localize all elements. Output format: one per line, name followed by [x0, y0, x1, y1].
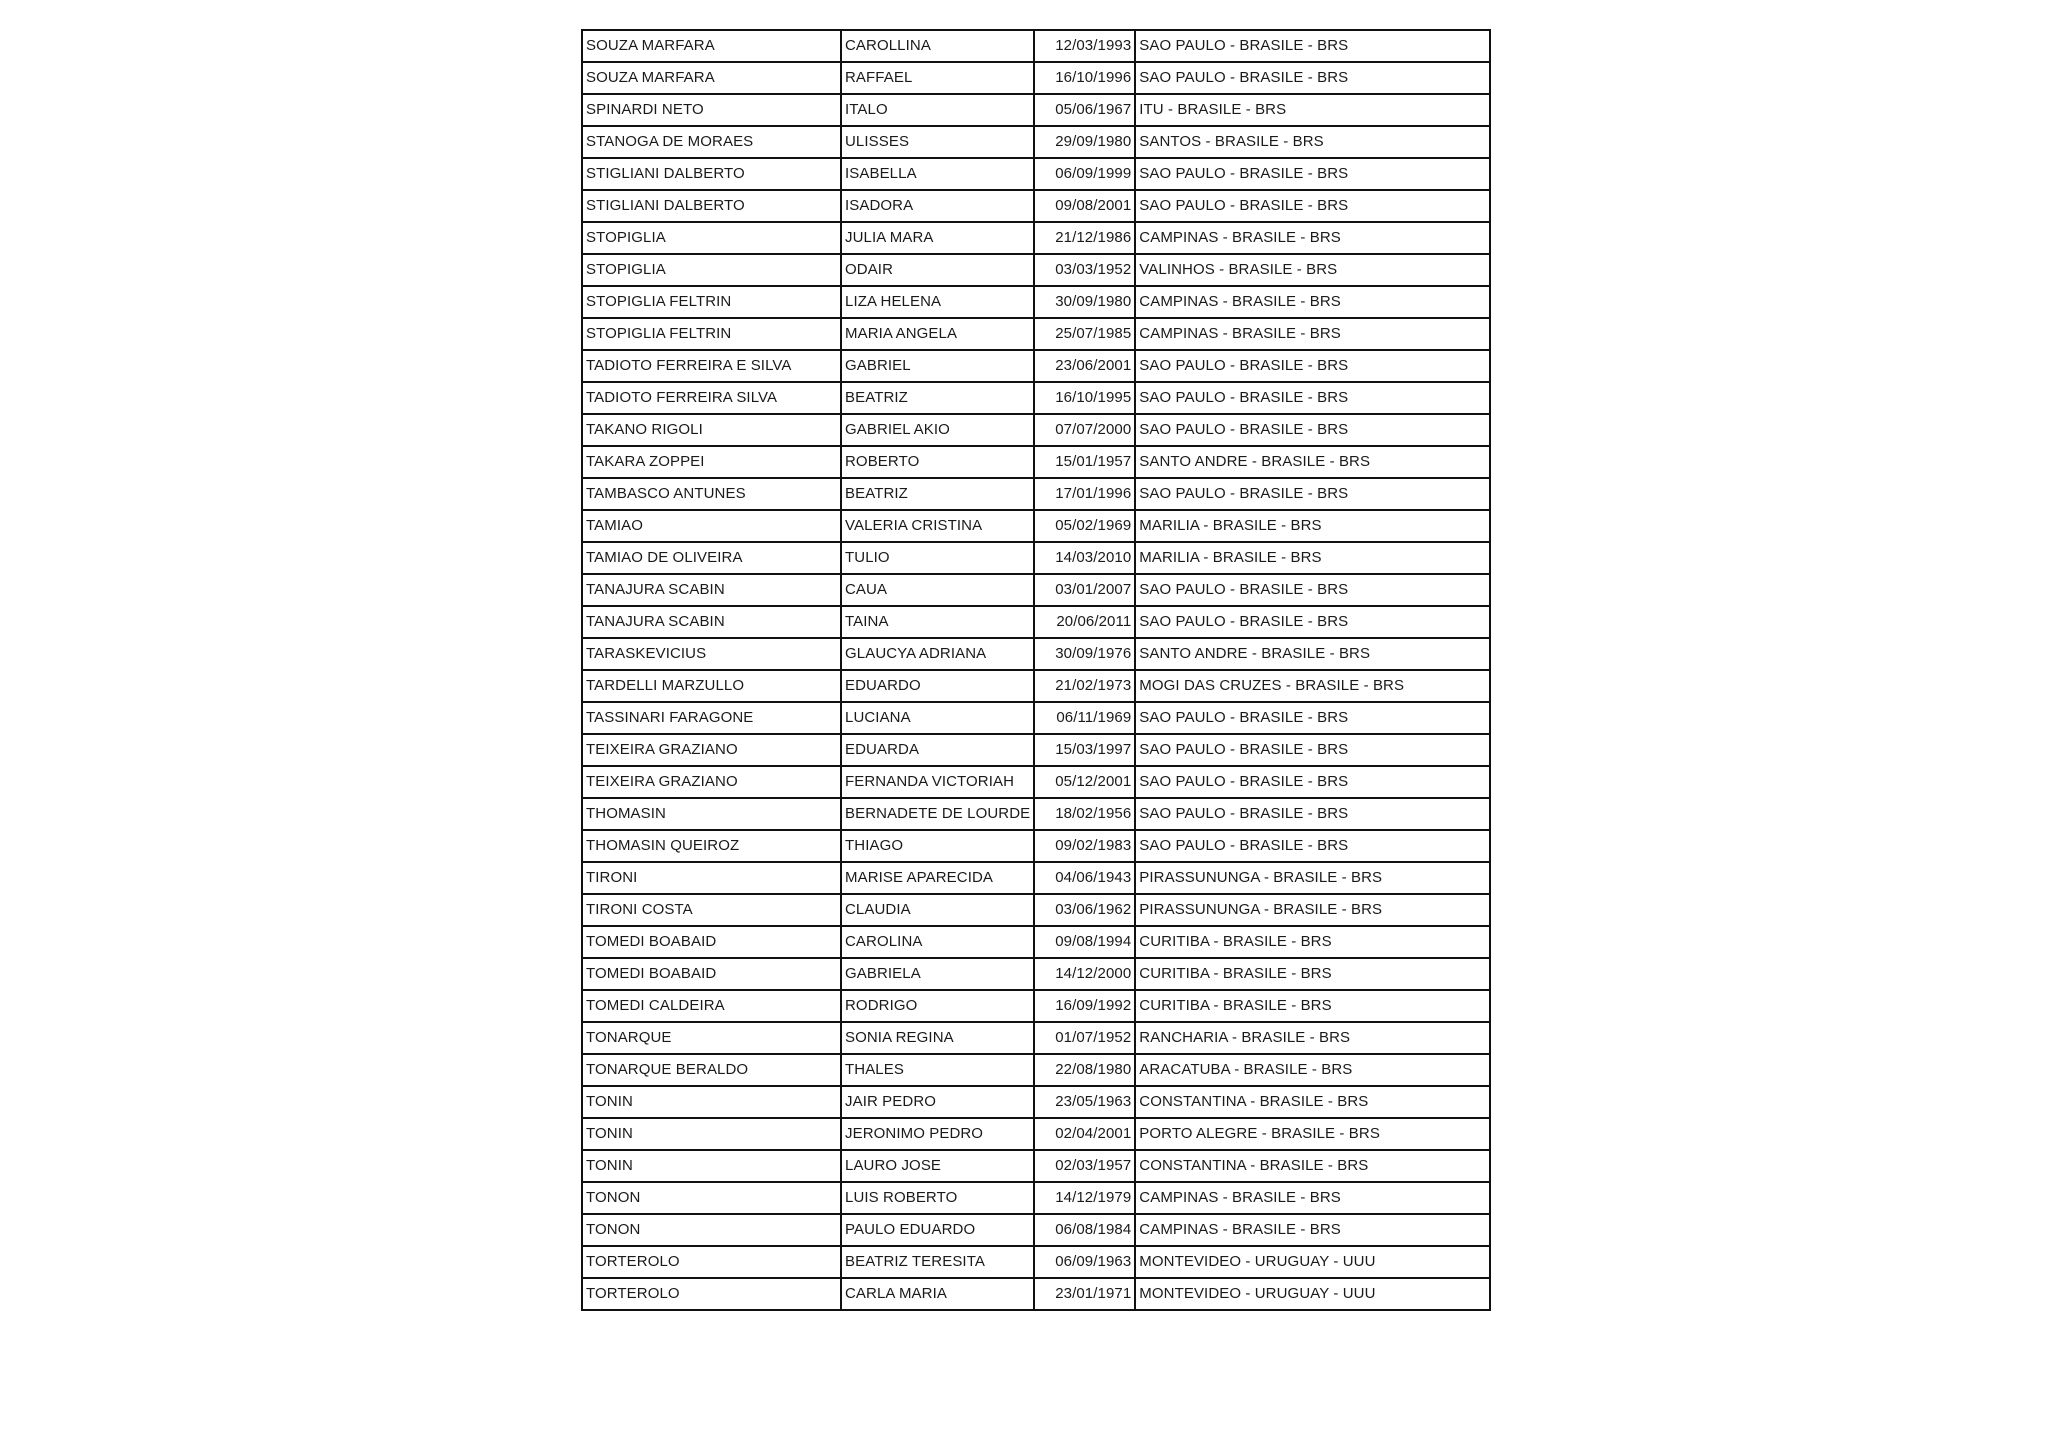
table-row — [582, 222, 1490, 254]
birth-date-cell: 30/09/1976 — [1034, 638, 1135, 670]
surname-cell: TONIN — [582, 1086, 841, 1118]
birth-place-cell: SAO PAULO - BRASILE - BRS — [1135, 734, 1490, 766]
surname-cell: TAMBASCO ANTUNES — [582, 478, 841, 510]
birth-date-cell: 06/09/1999 — [1034, 158, 1135, 190]
surname-cell: THOMASIN QUEIROZ — [582, 830, 841, 862]
given-name-cell: CAROLLINA — [841, 30, 1034, 62]
birth-date-cell: 03/03/1952 — [1034, 254, 1135, 286]
surname-cell: TANAJURA SCABIN — [582, 574, 841, 606]
surname-cell: TAMIAO DE OLIVEIRA — [582, 542, 841, 574]
table-row — [582, 126, 1490, 158]
surname-cell: TIRONI COSTA — [582, 894, 841, 926]
given-name-cell: ISABELLA — [841, 158, 1034, 190]
surname-cell: STIGLIANI DALBERTO — [582, 190, 841, 222]
surname-cell: TONON — [582, 1182, 841, 1214]
birth-place-cell: PORTO ALEGRE - BRASILE - BRS — [1135, 1118, 1490, 1150]
surname-cell: STIGLIANI DALBERTO — [582, 158, 841, 190]
birth-date-cell: 06/11/1969 — [1034, 702, 1135, 734]
given-name-cell: TULIO — [841, 542, 1034, 574]
given-name-cell: CAROLINA — [841, 926, 1034, 958]
table-row — [582, 62, 1490, 94]
given-name-cell: PAULO EDUARDO — [841, 1214, 1034, 1246]
birth-place-cell: CURITIBA - BRASILE - BRS — [1135, 958, 1490, 990]
given-name-cell: JERONIMO PEDRO — [841, 1118, 1034, 1150]
table-row — [582, 1086, 1490, 1118]
table-row — [582, 606, 1490, 638]
birth-date-cell: 14/12/2000 — [1034, 958, 1135, 990]
birth-date-cell: 02/03/1957 — [1034, 1150, 1135, 1182]
birth-date-cell: 07/07/2000 — [1034, 414, 1135, 446]
surname-cell: TONON — [582, 1214, 841, 1246]
birth-date-cell: 25/07/1985 — [1034, 318, 1135, 350]
birth-place-cell: CAMPINAS - BRASILE - BRS — [1135, 222, 1490, 254]
birth-place-cell: SAO PAULO - BRASILE - BRS — [1135, 574, 1490, 606]
birth-place-cell: SAO PAULO - BRASILE - BRS — [1135, 830, 1490, 862]
table-row — [582, 286, 1490, 318]
surname-cell: TAKANO RIGOLI — [582, 414, 841, 446]
table-row — [582, 574, 1490, 606]
birth-date-cell: 01/07/1952 — [1034, 1022, 1135, 1054]
given-name-cell: ODAIR — [841, 254, 1034, 286]
birth-date-cell: 20/06/2011 — [1034, 606, 1135, 638]
birth-place-cell: CAMPINAS - BRASILE - BRS — [1135, 1182, 1490, 1214]
table-row — [582, 350, 1490, 382]
surname-cell: TONIN — [582, 1118, 841, 1150]
birth-date-cell: 02/04/2001 — [1034, 1118, 1135, 1150]
birth-date-cell: 06/09/1963 — [1034, 1246, 1135, 1278]
table-row — [582, 158, 1490, 190]
surname-cell: TEIXEIRA GRAZIANO — [582, 766, 841, 798]
birth-date-cell: 16/09/1992 — [1034, 990, 1135, 1022]
given-name-cell: CLAUDIA — [841, 894, 1034, 926]
surname-cell: THOMASIN — [582, 798, 841, 830]
birth-date-cell: 15/03/1997 — [1034, 734, 1135, 766]
birth-place-cell: SAO PAULO - BRASILE - BRS — [1135, 478, 1490, 510]
surname-cell: STOPIGLIA — [582, 254, 841, 286]
registry-table — [581, 29, 1491, 1311]
given-name-cell: GABRIEL — [841, 350, 1034, 382]
birth-place-cell: SAO PAULO - BRASILE - BRS — [1135, 158, 1490, 190]
birth-place-cell: VALINHOS - BRASILE - BRS — [1135, 254, 1490, 286]
birth-place-cell: SAO PAULO - BRASILE - BRS — [1135, 62, 1490, 94]
birth-place-cell: SAO PAULO - BRASILE - BRS — [1135, 702, 1490, 734]
registry-table-container — [581, 29, 1491, 1311]
surname-cell: STANOGA DE MORAES — [582, 126, 841, 158]
birth-date-cell: 21/12/1986 — [1034, 222, 1135, 254]
table-row — [582, 830, 1490, 862]
given-name-cell: CAUA — [841, 574, 1034, 606]
birth-date-cell: 17/01/1996 — [1034, 478, 1135, 510]
surname-cell: TONARQUE BERALDO — [582, 1054, 841, 1086]
birth-date-cell: 09/08/2001 — [1034, 190, 1135, 222]
given-name-cell: LUCIANA — [841, 702, 1034, 734]
birth-date-cell: 04/06/1943 — [1034, 862, 1135, 894]
registry-table-body — [582, 30, 1490, 1310]
given-name-cell: MARISE APARECIDA — [841, 862, 1034, 894]
table-row — [582, 190, 1490, 222]
birth-place-cell: MARILIA - BRASILE - BRS — [1135, 510, 1490, 542]
table-row — [582, 446, 1490, 478]
table-row — [582, 1118, 1490, 1150]
birth-place-cell: CAMPINAS - BRASILE - BRS — [1135, 286, 1490, 318]
table-row — [582, 862, 1490, 894]
table-row — [582, 30, 1490, 62]
table-row — [582, 1054, 1490, 1086]
table-row — [582, 478, 1490, 510]
surname-cell: TOMEDI BOABAID — [582, 958, 841, 990]
given-name-cell: ROBERTO — [841, 446, 1034, 478]
given-name-cell: LIZA HELENA — [841, 286, 1034, 318]
given-name-cell: BEATRIZ — [841, 478, 1034, 510]
given-name-cell: GLAUCYA ADRIANA — [841, 638, 1034, 670]
surname-cell: TONIN — [582, 1150, 841, 1182]
birth-date-cell: 23/05/1963 — [1034, 1086, 1135, 1118]
surname-cell: TARDELLI MARZULLO — [582, 670, 841, 702]
given-name-cell: TAINA — [841, 606, 1034, 638]
table-row — [582, 1182, 1490, 1214]
birth-date-cell: 23/06/2001 — [1034, 350, 1135, 382]
birth-place-cell: MARILIA - BRASILE - BRS — [1135, 542, 1490, 574]
birth-place-cell: CURITIBA - BRASILE - BRS — [1135, 926, 1490, 958]
birth-place-cell: SAO PAULO - BRASILE - BRS — [1135, 30, 1490, 62]
given-name-cell: ULISSES — [841, 126, 1034, 158]
table-row — [582, 766, 1490, 798]
birth-place-cell: SAO PAULO - BRASILE - BRS — [1135, 190, 1490, 222]
birth-date-cell: 05/12/2001 — [1034, 766, 1135, 798]
surname-cell: TIRONI — [582, 862, 841, 894]
given-name-cell: RODRIGO — [841, 990, 1034, 1022]
birth-place-cell: ITU - BRASILE - BRS — [1135, 94, 1490, 126]
given-name-cell: THALES — [841, 1054, 1034, 1086]
birth-place-cell: MONTEVIDEO - URUGUAY - UUU — [1135, 1246, 1490, 1278]
given-name-cell: ISADORA — [841, 190, 1034, 222]
table-row — [582, 638, 1490, 670]
table-row — [582, 318, 1490, 350]
table-row — [582, 958, 1490, 990]
birth-place-cell: SANTOS - BRASILE - BRS — [1135, 126, 1490, 158]
birth-date-cell: 23/01/1971 — [1034, 1278, 1135, 1310]
birth-date-cell: 06/08/1984 — [1034, 1214, 1135, 1246]
birth-place-cell: ARACATUBA - BRASILE - BRS — [1135, 1054, 1490, 1086]
given-name-cell: ITALO — [841, 94, 1034, 126]
table-row — [582, 670, 1490, 702]
table-row — [582, 702, 1490, 734]
given-name-cell: SONIA REGINA — [841, 1022, 1034, 1054]
table-row — [582, 542, 1490, 574]
birth-place-cell: SAO PAULO - BRASILE - BRS — [1135, 798, 1490, 830]
birth-date-cell: 09/08/1994 — [1034, 926, 1135, 958]
birth-place-cell: PIRASSUNUNGA - BRASILE - BRS — [1135, 862, 1490, 894]
surname-cell: TOMEDI BOABAID — [582, 926, 841, 958]
birth-place-cell: MONTEVIDEO - URUGUAY - UUU — [1135, 1278, 1490, 1310]
birth-date-cell: 14/12/1979 — [1034, 1182, 1135, 1214]
birth-date-cell: 03/06/1962 — [1034, 894, 1135, 926]
birth-place-cell: SAO PAULO - BRASILE - BRS — [1135, 382, 1490, 414]
birth-place-cell: SANTO ANDRE - BRASILE - BRS — [1135, 638, 1490, 670]
given-name-cell: BEATRIZ TERESITA — [841, 1246, 1034, 1278]
table-row — [582, 894, 1490, 926]
given-name-cell: BERNADETE DE LOURDE — [841, 798, 1034, 830]
birth-place-cell: CONSTANTINA - BRASILE - BRS — [1135, 1086, 1490, 1118]
birth-date-cell: 05/06/1967 — [1034, 94, 1135, 126]
given-name-cell: MARIA ANGELA — [841, 318, 1034, 350]
surname-cell: STOPIGLIA FELTRIN — [582, 318, 841, 350]
given-name-cell: FERNANDA VICTORIAH — [841, 766, 1034, 798]
table-row — [582, 990, 1490, 1022]
birth-date-cell: 30/09/1980 — [1034, 286, 1135, 318]
surname-cell: TOMEDI CALDEIRA — [582, 990, 841, 1022]
birth-date-cell: 21/02/1973 — [1034, 670, 1135, 702]
birth-date-cell: 16/10/1995 — [1034, 382, 1135, 414]
birth-place-cell: RANCHARIA - BRASILE - BRS — [1135, 1022, 1490, 1054]
given-name-cell: VALERIA CRISTINA — [841, 510, 1034, 542]
given-name-cell: LUIS ROBERTO — [841, 1182, 1034, 1214]
surname-cell: TAMIAO — [582, 510, 841, 542]
table-row — [582, 798, 1490, 830]
surname-cell: TEIXEIRA GRAZIANO — [582, 734, 841, 766]
given-name-cell: EDUARDO — [841, 670, 1034, 702]
birth-place-cell: CAMPINAS - BRASILE - BRS — [1135, 1214, 1490, 1246]
surname-cell: TARASKEVICIUS — [582, 638, 841, 670]
birth-place-cell: CURITIBA - BRASILE - BRS — [1135, 990, 1490, 1022]
surname-cell: TANAJURA SCABIN — [582, 606, 841, 638]
birth-place-cell: SAO PAULO - BRASILE - BRS — [1135, 766, 1490, 798]
table-row — [582, 926, 1490, 958]
birth-place-cell: SAO PAULO - BRASILE - BRS — [1135, 606, 1490, 638]
table-row — [582, 254, 1490, 286]
birth-place-cell: CONSTANTINA - BRASILE - BRS — [1135, 1150, 1490, 1182]
table-row — [582, 382, 1490, 414]
given-name-cell: THIAGO — [841, 830, 1034, 862]
birth-date-cell: 12/03/1993 — [1034, 30, 1135, 62]
given-name-cell: CARLA MARIA — [841, 1278, 1034, 1310]
birth-place-cell: SAO PAULO - BRASILE - BRS — [1135, 414, 1490, 446]
given-name-cell: EDUARDA — [841, 734, 1034, 766]
birth-place-cell: PIRASSUNUNGA - BRASILE - BRS — [1135, 894, 1490, 926]
table-row — [582, 734, 1490, 766]
given-name-cell: BEATRIZ — [841, 382, 1034, 414]
table-row — [582, 1214, 1490, 1246]
table-row — [582, 1022, 1490, 1054]
given-name-cell: GABRIEL AKIO — [841, 414, 1034, 446]
surname-cell: TONARQUE — [582, 1022, 841, 1054]
surname-cell: TAKARA ZOPPEI — [582, 446, 841, 478]
given-name-cell: JULIA MARA — [841, 222, 1034, 254]
table-row — [582, 1278, 1490, 1310]
surname-cell: STOPIGLIA FELTRIN — [582, 286, 841, 318]
surname-cell: SPINARDI NETO — [582, 94, 841, 126]
surname-cell: TADIOTO FERREIRA E SILVA — [582, 350, 841, 382]
birth-place-cell: MOGI DAS CRUZES - BRASILE - BRS — [1135, 670, 1490, 702]
given-name-cell: JAIR PEDRO — [841, 1086, 1034, 1118]
table-row — [582, 1150, 1490, 1182]
birth-date-cell: 22/08/1980 — [1034, 1054, 1135, 1086]
surname-cell: TASSINARI FARAGONE — [582, 702, 841, 734]
birth-date-cell: 14/03/2010 — [1034, 542, 1135, 574]
birth-date-cell: 16/10/1996 — [1034, 62, 1135, 94]
table-row — [582, 414, 1490, 446]
surname-cell: SOUZA MARFARA — [582, 62, 841, 94]
table-row — [582, 94, 1490, 126]
table-row — [582, 510, 1490, 542]
table-row — [582, 1246, 1490, 1278]
birth-place-cell: SANTO ANDRE - BRASILE - BRS — [1135, 446, 1490, 478]
birth-place-cell: CAMPINAS - BRASILE - BRS — [1135, 318, 1490, 350]
surname-cell: TORTEROLO — [582, 1246, 841, 1278]
birth-date-cell: 05/02/1969 — [1034, 510, 1135, 542]
surname-cell: STOPIGLIA — [582, 222, 841, 254]
birth-date-cell: 15/01/1957 — [1034, 446, 1135, 478]
birth-place-cell: SAO PAULO - BRASILE - BRS — [1135, 350, 1490, 382]
given-name-cell: GABRIELA — [841, 958, 1034, 990]
surname-cell: SOUZA MARFARA — [582, 30, 841, 62]
birth-date-cell: 29/09/1980 — [1034, 126, 1135, 158]
birth-date-cell: 09/02/1983 — [1034, 830, 1135, 862]
surname-cell: TORTEROLO — [582, 1278, 841, 1310]
birth-date-cell: 18/02/1956 — [1034, 798, 1135, 830]
birth-date-cell: 03/01/2007 — [1034, 574, 1135, 606]
given-name-cell: RAFFAEL — [841, 62, 1034, 94]
given-name-cell: LAURO JOSE — [841, 1150, 1034, 1182]
surname-cell: TADIOTO FERREIRA SILVA — [582, 382, 841, 414]
